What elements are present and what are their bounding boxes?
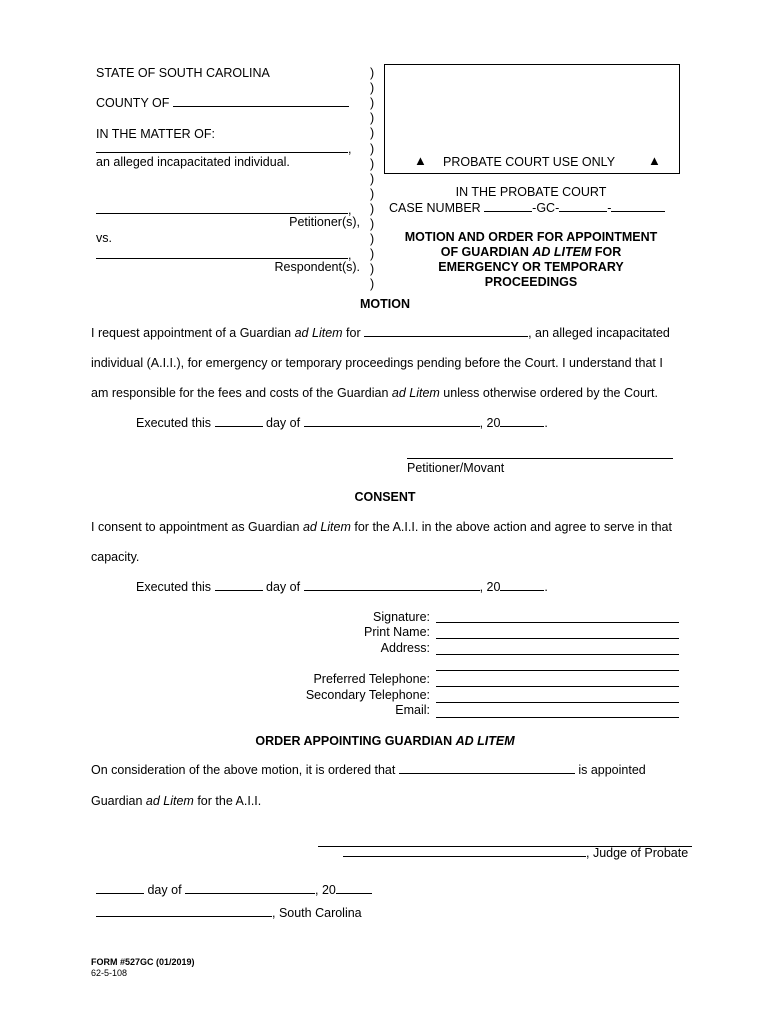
case-number-end-field[interactable] xyxy=(611,211,665,212)
caption-parenthesis: ) xyxy=(370,186,375,201)
comma: , xyxy=(348,248,352,262)
appointee-name-field[interactable] xyxy=(399,773,575,774)
caption-parenthesis: ) xyxy=(370,201,375,216)
consent-paragraph-line-1: I consent to appointment as Guardian ad Litem for the A.I.I. in the above action and agree to serve in that xyxy=(91,520,672,534)
print-name-field[interactable] xyxy=(436,638,679,639)
county-field[interactable] xyxy=(173,106,349,107)
motion-paragraph-line-3: am responsible for the fees and costs of the Guardian ad Litem unless otherwise ordered by the Court. xyxy=(91,386,658,400)
matter-label: IN THE MATTER OF: xyxy=(96,127,215,141)
address-field-line-2[interactable] xyxy=(436,670,679,671)
motion-executed-line: Executed this day of , 20 . xyxy=(136,416,548,430)
order-paragraph-line-2: Guardian ad Litem for the A.I.I. xyxy=(91,794,262,808)
judge-name-field[interactable] xyxy=(343,856,586,857)
caption-parenthesis: ) xyxy=(370,96,375,111)
form-title xyxy=(384,230,678,290)
consent-executed-line: Executed this day of , 20 . xyxy=(136,580,548,594)
alleged-label: an alleged incapacitated individual. xyxy=(96,155,290,169)
email-field[interactable] xyxy=(436,717,679,718)
case-dash-label: - xyxy=(607,201,612,215)
caption-parenthesis: ) xyxy=(370,232,375,247)
motion-day-field[interactable] xyxy=(215,426,263,427)
consent-heading: CONSENT xyxy=(354,490,416,504)
order-paragraph-line-1: On consideration of the above motion, it is ordered that is appointed xyxy=(91,763,646,777)
order-month-field[interactable] xyxy=(185,893,315,894)
caption-parenthesis: ) xyxy=(370,277,375,292)
signature-label: Signature: xyxy=(373,610,430,624)
court-use-label: PROBATE COURT USE ONLY xyxy=(443,155,616,169)
address-field-line-1[interactable] xyxy=(436,654,679,655)
motion-year-field[interactable] xyxy=(500,426,544,427)
consent-paragraph-line-2: capacity. xyxy=(91,550,140,564)
court-heading: IN THE PROBATE COURT xyxy=(455,185,607,199)
state-label: STATE OF SOUTH CAROLINA xyxy=(96,66,270,80)
caption-parenthesis: ) xyxy=(370,247,375,262)
petitioner-signature-field[interactable] xyxy=(407,458,673,459)
matter-name-field[interactable] xyxy=(96,152,348,153)
caption-parenthesis: ) xyxy=(370,126,375,141)
motion-heading: MOTION xyxy=(360,297,410,311)
judge-line xyxy=(343,846,688,860)
up-arrow-icon: ▲ xyxy=(414,153,427,168)
caption-parenthesis: ) xyxy=(370,217,375,231)
motion-paragraph-line-1: I request appointment of a Guardian ad Litem for , an alleged incapacitated xyxy=(91,326,670,340)
petitioner-signature-label: Petitioner/Movant xyxy=(407,461,505,475)
signature-field[interactable] xyxy=(436,622,679,623)
preferred-telephone-field[interactable] xyxy=(436,686,679,687)
address-label: Address: xyxy=(380,641,430,655)
case-gc-label: -GC- xyxy=(532,201,560,215)
secondary-telephone-field[interactable] xyxy=(436,702,679,703)
form-title-line-3: EMERGENCY OR TEMPORARY xyxy=(438,260,624,274)
caption-parenthesis: ) xyxy=(370,156,375,171)
consent-month-field[interactable] xyxy=(304,590,480,591)
print-name-label: Print Name: xyxy=(364,625,430,639)
motion-paragraph-line-2: individual (A.I.I.), for emergency or temporary proceedings pending before the Court. I understand that I xyxy=(91,356,663,370)
respondent-label: Respondent(s). xyxy=(274,260,360,274)
form-title-line-4: PROCEEDINGS xyxy=(484,275,578,289)
statute-code: 62-5-108 xyxy=(91,968,128,978)
aii-name-field[interactable] xyxy=(364,336,528,337)
caption-parenthesis: ) xyxy=(370,141,375,156)
preferred-telephone-label: Preferred Telephone: xyxy=(313,672,430,686)
matter-name-line xyxy=(96,142,351,156)
order-heading: ORDER APPOINTING GUARDIAN AD LITEM xyxy=(255,734,515,748)
case-number-year-field[interactable] xyxy=(484,211,532,212)
caption-parenthesis: ) xyxy=(370,262,375,277)
secondary-telephone-label: Secondary Telephone: xyxy=(305,688,430,702)
order-date-line: day of , 20 xyxy=(96,883,372,897)
county-label: COUNTY OF xyxy=(96,96,170,110)
up-arrow-icon: ▲ xyxy=(648,153,661,168)
caption-parenthesis: ) xyxy=(370,81,375,96)
consent-year-field[interactable] xyxy=(500,590,544,591)
case-number-mid-field[interactable] xyxy=(559,211,607,212)
petitioner-field[interactable] xyxy=(96,213,348,214)
consent-day-field[interactable] xyxy=(215,590,263,591)
order-location-line: , South Carolina xyxy=(96,906,362,920)
caption-parenthesis: ) xyxy=(370,66,375,80)
order-county-field[interactable] xyxy=(96,916,272,917)
judge-label: , Judge of Probate xyxy=(586,846,689,860)
vs-label: vs. xyxy=(96,231,112,245)
case-number-line xyxy=(389,201,665,215)
county-line xyxy=(96,96,349,110)
form-title-line-2: OF GUARDIAN AD LITEM FOR xyxy=(440,245,622,259)
email-label: Email: xyxy=(395,703,430,717)
case-number-label: CASE NUMBER xyxy=(389,201,481,215)
caption-parenthesis: ) xyxy=(370,111,375,126)
form-title-line-1: MOTION AND ORDER FOR APPOINTMENT xyxy=(404,230,658,244)
comma: , xyxy=(348,142,352,156)
motion-month-field[interactable] xyxy=(304,426,480,427)
order-year-field[interactable] xyxy=(336,893,372,894)
form-number: FORM #527GC (01/2019) xyxy=(91,957,195,967)
order-day-field[interactable] xyxy=(96,893,144,894)
petitioner-label: Petitioner(s), xyxy=(289,215,360,229)
comma: , xyxy=(348,203,352,217)
respondent-field[interactable] xyxy=(96,258,348,259)
caption-parenthesis: ) xyxy=(370,171,375,186)
